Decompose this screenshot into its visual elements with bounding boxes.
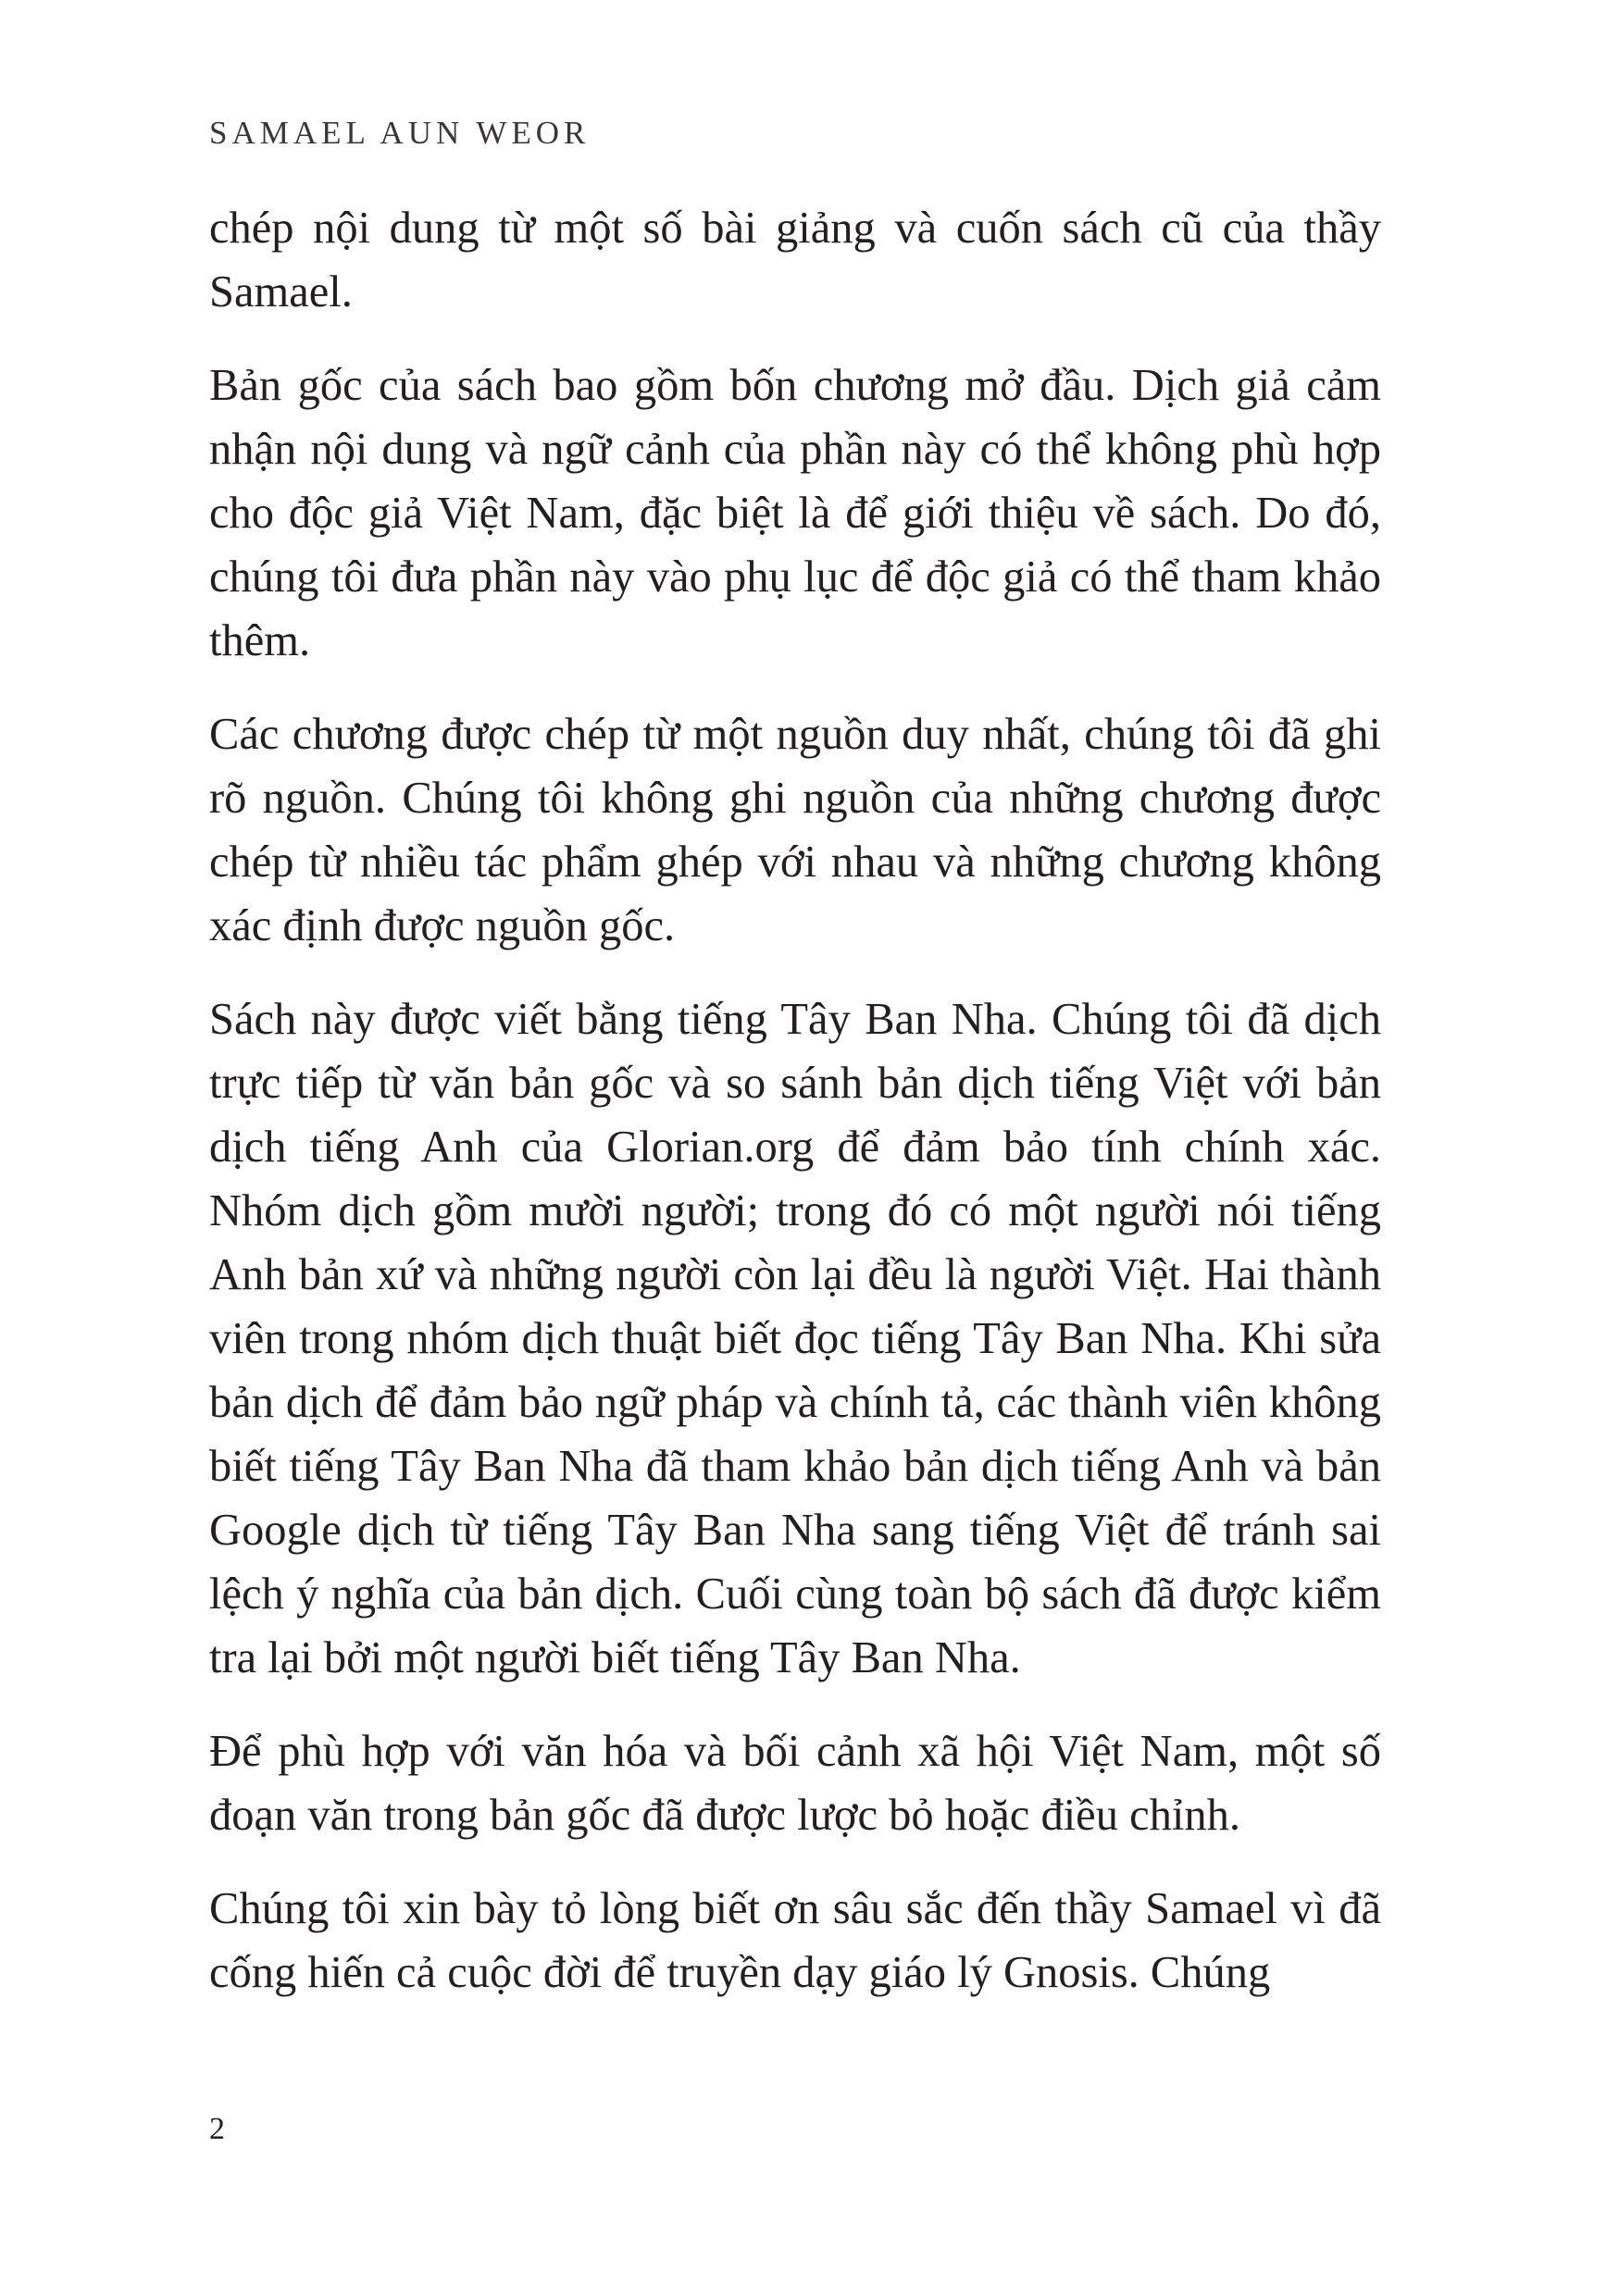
paragraph: Để phù hợp với văn hóa và bối cảnh xã hội Việt Nam, một số đoạn văn trong bản gốc đã được lược bỏ hoặc điều chỉnh. (209, 1727, 1381, 1840)
page-number: 2 (209, 2112, 225, 2146)
paragraph: Các chương được chép từ một nguồn duy nhất, chúng tôi đã ghi rõ nguồn. Chúng tôi không ghi nguồn của những chương được chép từ nhiều tác phẩm ghép với nhau và những chương không xác định được nguồn gốc. (209, 710, 1381, 950)
page-body (209, 196, 1381, 2034)
paragraph: Bản gốc của sách bao gồm bốn chương mở đầu. Dịch giả cảm nhận nội dung và ngữ cảnh của phần này có thể không phù hợp cho độc giả Việt Nam, đặc biệt là để giới thiệu về sách. Do đó, chúng tôi đưa phần này vào phụ lục để độc giả có thể tham khảo thêm. (209, 361, 1381, 665)
paragraph: chép nội dung từ một số bài giảng và cuốn sách cũ của thầy Samael. (209, 204, 1381, 316)
paragraph: Chúng tôi xin bày tỏ lòng biết ơn sâu sắc đến thầy Samael vì đã cống hiến cả cuộc đời để truyền dạy giáo lý Gnosis. Chúng (209, 1884, 1381, 1997)
running-header: SAMAEL AUN WEOR (209, 115, 591, 151)
paragraph: Sách này được viết bằng tiếng Tây Ban Nha. Chúng tôi đã dịch trực tiếp từ văn bản gốc và so sánh bản dịch tiếng Việt với bản dịch tiếng Anh của Glorian.org để đảm bảo tính chính xác. Nhóm dịch gồm mười người; trong đó có một người nói tiếng Anh bản xứ và những người còn lại đều là người Việt. Hai thành viên trong nhóm dịch thuật biết đọc tiếng Tây Ban Nha. Khi sửa bản dịch để đảm bảo ngữ pháp và chính tả, các thành viên không biết tiếng Tây Ban Nha đã tham khảo bản dịch tiếng Anh và bản Google dịch từ tiếng Tây Ban Nha sang tiếng Việt để tránh sai lệch ý nghĩa của bản dịch. Cuối cùng toàn bộ sách đã được kiểm tra lại bởi một người biết tiếng Tây Ban Nha. (209, 995, 1381, 1682)
